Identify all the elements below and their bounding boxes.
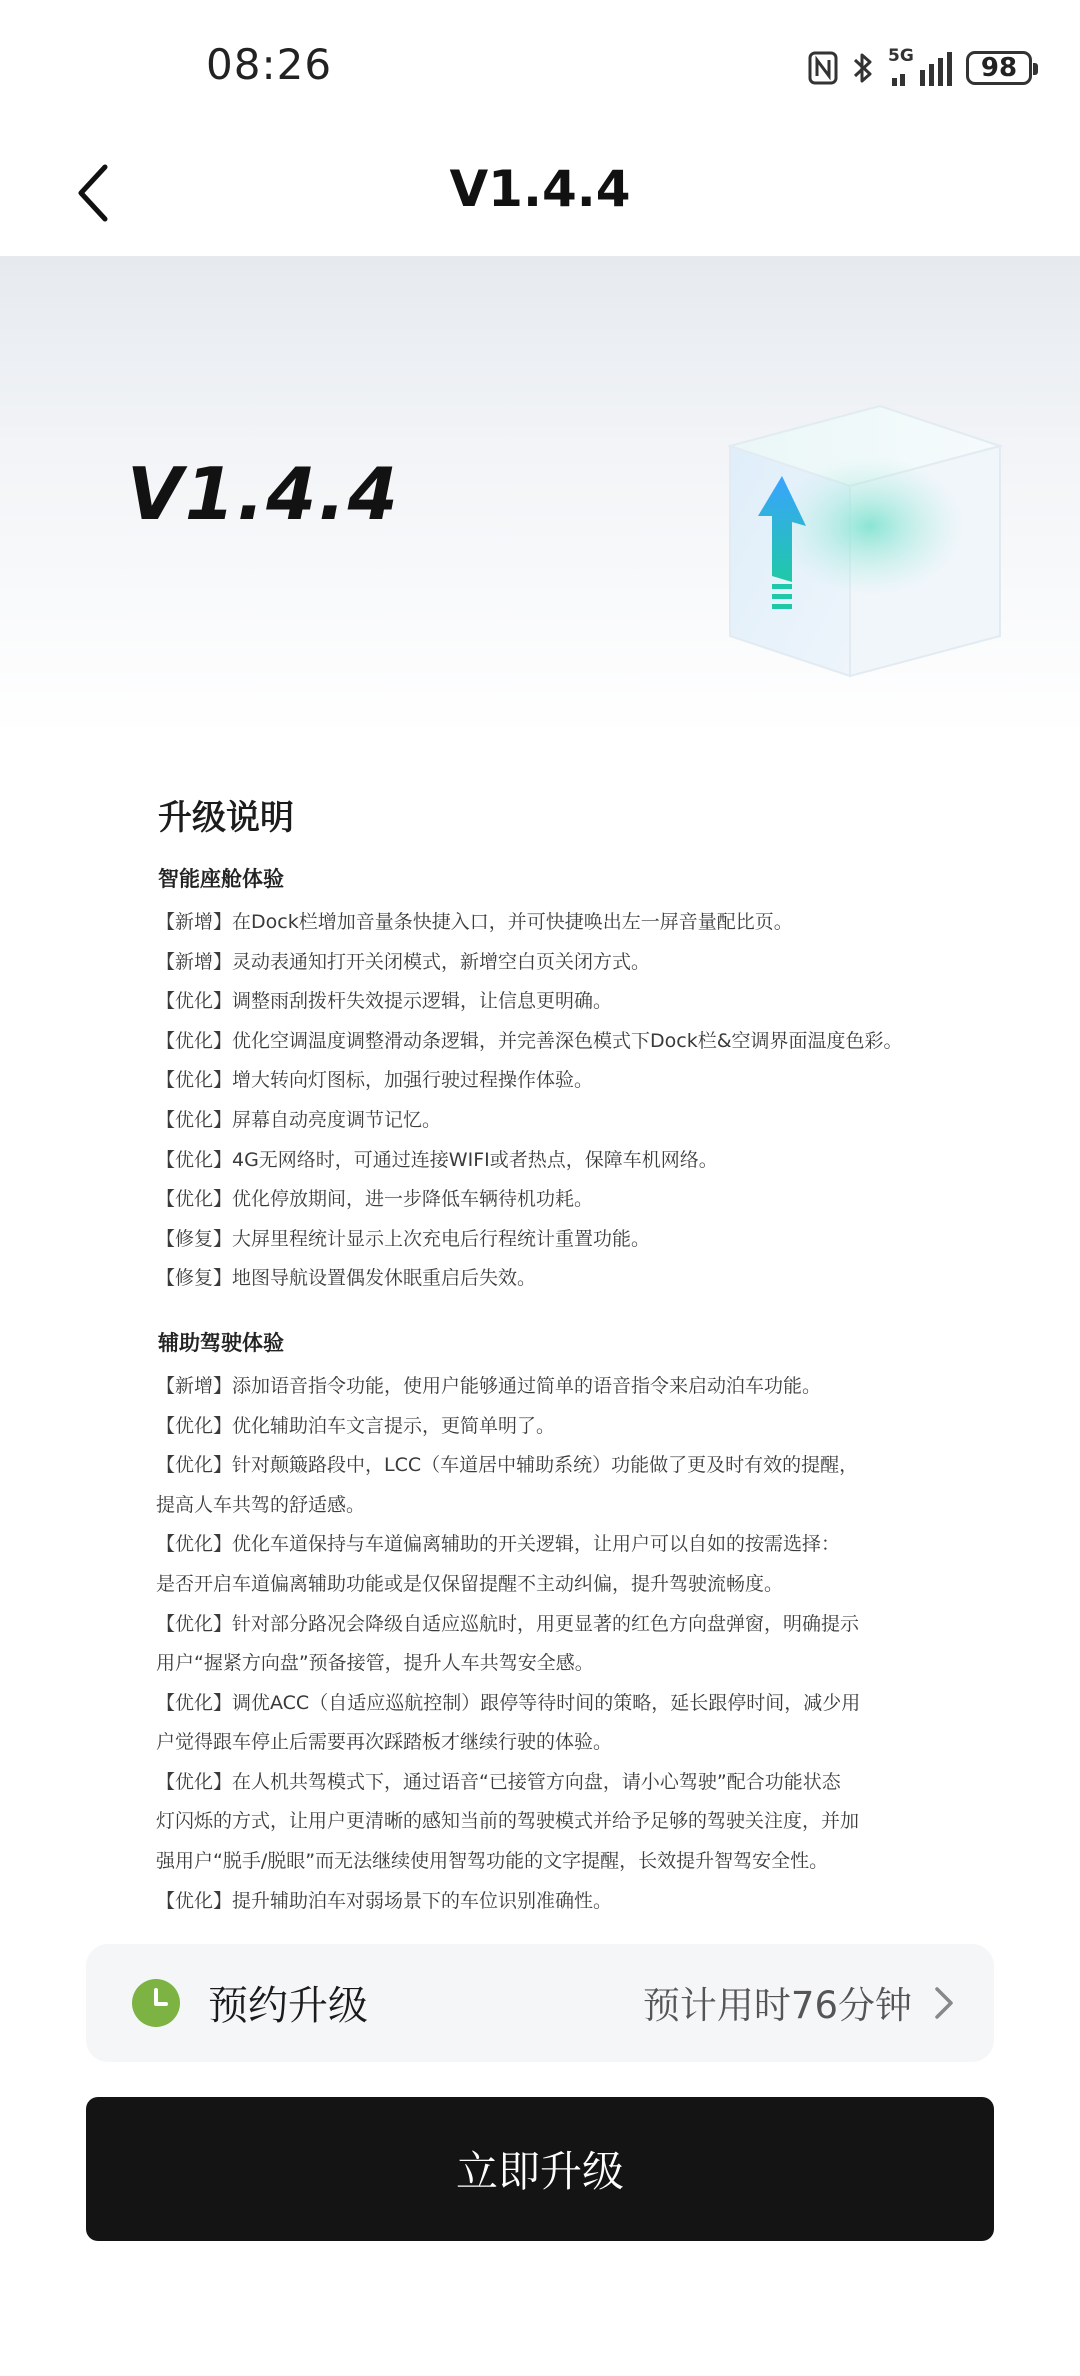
version-banner: [0, 256, 1080, 736]
schedule-upgrade-row[interactable]: [86, 1944, 994, 2062]
note-line: 【优化】优化停放期间，进一步降低车辆待机功耗。: [156, 1188, 594, 1211]
release-notes: [158, 790, 998, 1921]
banner-version: V1.4.4: [127, 452, 400, 536]
note-line: 【优化】屏幕自动亮度调节记忆。: [156, 1108, 442, 1131]
note-line: 用户“握紧方向盘”预备接管，提升人车共驾安全感。: [156, 1652, 594, 1675]
network-type: 5G: [888, 46, 914, 66]
note-line: 【优化】在人机共驾模式下，通过语音“已接管方向盘，请小心驾驶”配合功能状态: [156, 1770, 841, 1793]
note-line: 【修复】地图导航设置偶发休眠重启后失效。: [156, 1267, 537, 1290]
nfc-icon: [808, 51, 838, 85]
status-time: 08:26: [206, 40, 333, 89]
status-icons: [808, 46, 1032, 90]
note-line: 【优化】优化车道保持与车道偏离辅助的开关逻辑，让用户可以自如的按需选择：: [156, 1533, 841, 1556]
note-line: 灯闪烁的方式，让用户更清晰的感知当前的驾驶模式并给予足够的驾驶关注度，并加: [156, 1810, 860, 1833]
note-line: 【新增】灵动表通知打开关闭模式，新增空白页关闭方式。: [156, 950, 651, 973]
note-line: 【优化】针对部分路况会降级自适应巡航时，用更显著的红色方向盘弹窗，明确提示: [156, 1612, 860, 1635]
note-line: 【优化】提升辅助泊车对弱场景下的车位识别准确性。: [156, 1889, 613, 1912]
battery-indicator: [966, 51, 1032, 85]
note-line: 【优化】针对颠簸路段中，LCC（车道居中辅助系统）功能做了更及时有效的提醒，: [156, 1454, 859, 1477]
note-line: 【优化】4G无网络时，可通过连接WIFI或者热点，保障车机网络。: [156, 1148, 718, 1171]
section-title: 辅助驾驶体验: [158, 1330, 284, 1355]
note-line: 【优化】调整雨刮拨杆失效提示逻辑，让信息更明确。: [156, 990, 613, 1013]
note-line: 【优化】优化空调温度调整滑动条逻辑，并完善深色模式下Dock栏&空调界面温度色彩。: [156, 1029, 903, 1052]
nav-bar: [0, 130, 1080, 256]
estimated-duration: 预计用时76分钟: [642, 1984, 912, 2027]
notes-title: 升级说明: [158, 798, 294, 838]
note-line: 【新增】添加语音指令功能，使用户能够通过简单的语音指令来启动泊车功能。: [156, 1374, 822, 1397]
note-line: 提高人车共驾的舒适感。: [156, 1493, 366, 1516]
note-line: 【优化】优化辅助泊车文言提示，更简单明了。: [156, 1414, 556, 1437]
clock-icon: [132, 1979, 180, 2027]
section-title: 智能座舱体验: [158, 867, 284, 891]
note-line: 【优化】调优ACC（自适应巡航控制）跟停等待时间的策略，延长跟停时间，减少用: [156, 1691, 861, 1714]
upgrade-now-button[interactable]: 立即升级: [86, 2097, 994, 2241]
chevron-right-icon: [928, 1985, 958, 2021]
notes-section: [158, 863, 998, 1299]
schedule-upgrade-label: 预约升级: [208, 1983, 368, 2029]
battery-level: 98: [980, 53, 1018, 83]
notes-section: [158, 1327, 998, 1921]
status-bar: [0, 0, 1080, 130]
network-indicator: [888, 48, 952, 88]
bluetooth-icon: [852, 50, 874, 86]
note-line: 户觉得跟车停止后需要再次踩踏板才继续行驶的体验。: [156, 1731, 613, 1754]
note-line: 是否开启车道偏离辅助功能或是仅保留提醒不主动纠偏，提升驾驶流畅度。: [156, 1572, 784, 1595]
note-line: 【新增】在Dock栏增加音量条快捷入口，并可快捷唤出左一屏音量配比页。: [156, 911, 793, 933]
signal-icon: [888, 48, 952, 88]
page-title: V1.4.4: [449, 160, 631, 218]
note-line: 【修复】大屏里程统计显示上次充电后行程统计重置功能。: [156, 1227, 651, 1250]
note-line: 强用户“脱手/脱眼”而无法继续使用智驾功能的文字提醒，长效提升智驾安全性。: [156, 1850, 829, 1873]
upgrade-arrow-cube-icon: [700, 356, 1020, 696]
note-line: 【优化】增大转向灯图标，加强行驶过程操作体验。: [156, 1069, 594, 1092]
